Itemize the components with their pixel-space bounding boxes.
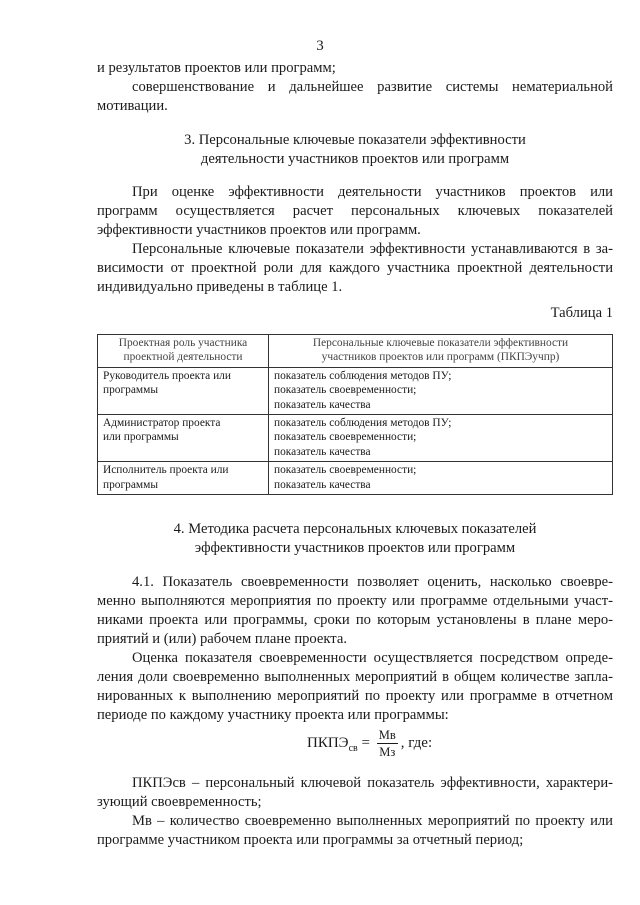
formula-suffix: , где: bbox=[400, 734, 433, 751]
role-line: Руководитель проекта или bbox=[103, 369, 231, 382]
role-cell bbox=[98, 415, 269, 462]
definition-1-line2: зующий своевременность; bbox=[97, 794, 262, 810]
section4-para1-line2: менно выполняются мероприятия по проекту или программе отдельными участ- bbox=[97, 593, 613, 609]
kpi-cell bbox=[269, 367, 613, 414]
kpi-cell bbox=[269, 415, 613, 462]
table-row bbox=[98, 462, 613, 495]
header-kpis-line2: участников проектов или программ (ПКПЭучпр) bbox=[321, 351, 560, 364]
intro-line-3: мотивации. bbox=[97, 98, 168, 114]
kpi-line: показатель качества bbox=[274, 445, 371, 458]
intro-line-1: и результатов проектов или программ; bbox=[97, 60, 336, 76]
section3-title-line1: 3. Персональные ключевые показатели эффективности bbox=[184, 132, 526, 148]
kpi-line: показатель своевременности; bbox=[274, 384, 417, 397]
timeliness-formula bbox=[307, 727, 432, 760]
section4-title-line2: эффективности участников проектов или программ bbox=[194, 540, 516, 556]
role-line: Исполнитель проекта или bbox=[103, 464, 229, 477]
role-cell bbox=[98, 367, 269, 414]
section4-para1-line4: приятий и (или) рабочем плане проекта. bbox=[97, 631, 347, 647]
formula-denominator: Мз bbox=[379, 745, 396, 759]
section3-title-line2: деятельности участников проектов или программ bbox=[200, 151, 510, 167]
intro-line-2: совершенствование и дальнейшее развитие системы нематериальной bbox=[132, 79, 613, 95]
kpi-line: показатель качества bbox=[274, 398, 371, 411]
section3-para1-line3: эффективности участников проектов или программ. bbox=[97, 222, 421, 238]
header-kpis-line1: Персональные ключевые показатели эффективности bbox=[312, 337, 569, 349]
kpi-cell bbox=[269, 462, 613, 495]
role-line: программы bbox=[103, 384, 158, 397]
header-kpis bbox=[269, 335, 613, 368]
header-role bbox=[98, 335, 269, 368]
section4-para1-line1: 4.1. Показатель своевременности позволяет оценить, насколько своевре- bbox=[132, 574, 613, 590]
section3-para1-line2: программ осуществляется расчет персональных ключевых показателей bbox=[97, 203, 613, 219]
kpi-table bbox=[97, 334, 613, 495]
section4-para1-line3: никами проекта или программы, сроки по которым установлены в плане меро- bbox=[97, 612, 613, 628]
header-role-line1: Проектная роль участника bbox=[118, 337, 248, 349]
section3-para2-line3: индивидуально приведены в таблице 1. bbox=[97, 279, 343, 295]
section3-para2-line2: висимости от проектной роли для каждого участника проектной деятельности bbox=[97, 260, 613, 276]
kpi-line: показатель соблюдения методов ПУ; bbox=[274, 417, 452, 430]
section4-para2-line3: нированных к выполнению мероприятий по проекту или программе в отчетном bbox=[97, 688, 613, 704]
page-number: 3 bbox=[316, 38, 324, 54]
table-row bbox=[98, 415, 613, 462]
kpi-line: показатель своевременности; bbox=[274, 431, 417, 444]
role-line: Администратор проекта bbox=[103, 417, 221, 430]
formula-equals: = bbox=[361, 734, 370, 751]
kpi-line: показатель качества bbox=[274, 478, 371, 491]
kpi-line: показатель соблюдения методов ПУ; bbox=[274, 369, 452, 382]
formula-numerator: Мв bbox=[378, 728, 396, 742]
section3-para2-line1: Персональные ключевые показатели эффективности устанавливаются в за- bbox=[132, 241, 613, 257]
section4-para2-line2: ления доли своевременно выполненных мероприятий в общем количестве запла- bbox=[97, 669, 613, 685]
table-row bbox=[98, 367, 613, 414]
section3-para1-line1: При оценке эффективности деятельности участников проектов или bbox=[132, 184, 613, 200]
formula-lhs-sub: св bbox=[348, 742, 358, 754]
section4-para2-line4: периоде по каждому участнику проекта или программы: bbox=[97, 707, 449, 723]
formula-lhs: ПКПЭ bbox=[307, 734, 349, 751]
formula-fraction bbox=[377, 727, 398, 760]
kpi-line: показатель своевременности; bbox=[274, 464, 417, 477]
role-cell bbox=[98, 462, 269, 495]
definition-1-line1: ПКПЭсв – персональный ключевой показатель эффективности, характери- bbox=[132, 775, 613, 791]
table-header-row bbox=[98, 335, 613, 368]
role-line: или программы bbox=[103, 431, 179, 444]
section4-title-line1: 4. Методика расчета персональных ключевых показателей bbox=[173, 521, 537, 537]
table-caption: Таблица 1 bbox=[550, 305, 613, 321]
role-line: программы bbox=[103, 478, 158, 491]
section4-para2-line1: Оценка показателя своевременности осуществляется посредством опреде- bbox=[132, 650, 613, 666]
definition-2-line1: Мв – количество своевременно выполненных мероприятий по проекту или bbox=[132, 813, 613, 829]
definition-2-line2: программе участником проекта или программы за отчетный период; bbox=[97, 832, 524, 848]
header-role-line2: проектной деятельности bbox=[123, 351, 243, 364]
